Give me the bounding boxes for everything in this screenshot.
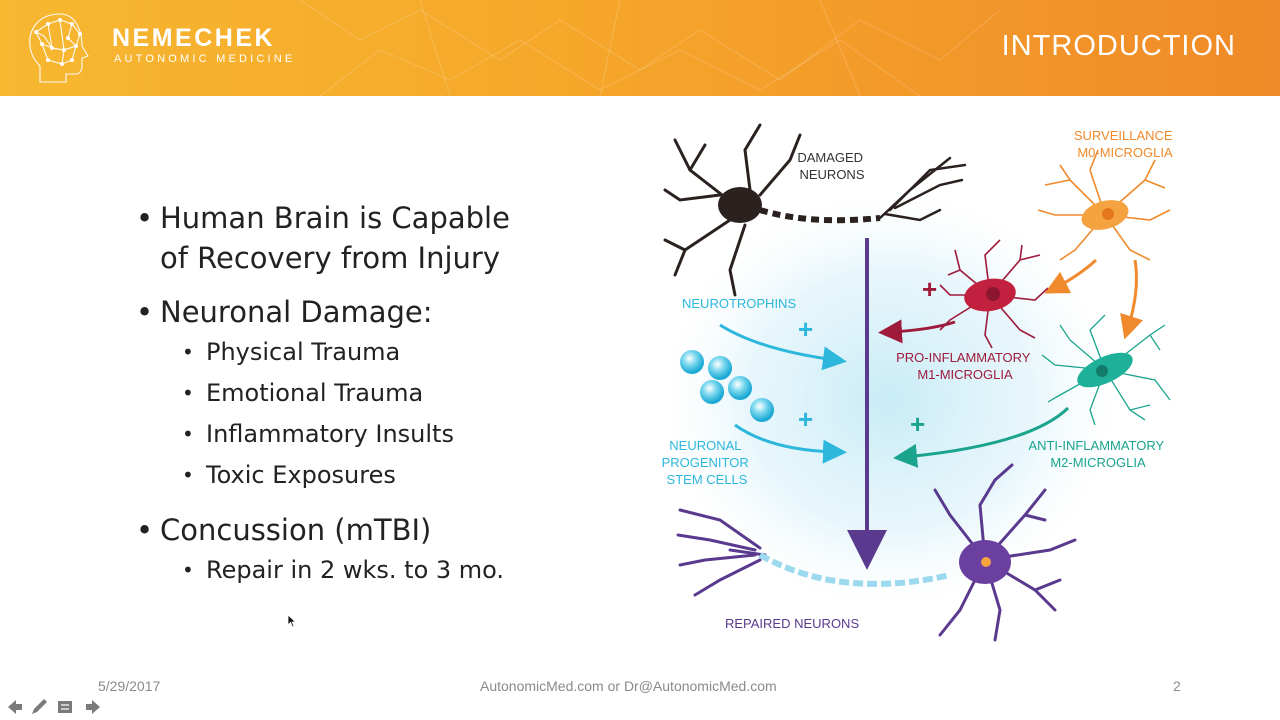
sub-bullet: • Repair in 2 wks. to 3 mo. [136, 550, 606, 591]
plus-m1: + [922, 274, 938, 304]
next-icon[interactable] [86, 700, 100, 714]
sub-bullet: • Physical Trauma [136, 332, 606, 373]
sub-bullet: • Toxic Exposures [136, 455, 606, 496]
bullet-brain-recovery [136, 198, 606, 278]
label-anti-inflammatory: ANTI-INFLAMMATORY M2-MICROGLIA [1028, 438, 1164, 470]
bullet-neuronal-damage: • Neuronal Damage: [136, 292, 606, 332]
label-neurotrophins: NEUROTROPHINS [682, 296, 797, 311]
bullet-text: of Recovery from Injury [160, 241, 501, 275]
background-glow [650, 180, 1130, 620]
mouse-cursor-icon [287, 614, 297, 628]
label-stem-cells: NEURONAL PROGENITOR STEM CELLS [661, 438, 749, 487]
slide-number: 2 [1173, 678, 1181, 694]
menu-icon[interactable] [58, 701, 72, 713]
label-damaged-neurons: DAMAGED NEURONS [797, 150, 865, 182]
header-banner [0, 0, 1280, 96]
slideshow-controls [6, 698, 106, 716]
label-surveillance-microglia: SURVEILLANCE M0-MICROGLIA [1073, 128, 1173, 160]
sub-bullet: • Emotional Trauma [136, 373, 606, 414]
plus-stem-cells: + [798, 404, 814, 434]
plus-neurotrophins: + [798, 314, 814, 344]
slide-title: INTRODUCTION [1001, 30, 1236, 62]
label-pro-inflammatory: PRO-INFLAMMATORY M1-MICROGLIA [896, 350, 1031, 382]
pen-icon[interactable] [32, 699, 47, 714]
logo-tagline: AUTONOMIC MEDICINE [114, 53, 296, 65]
logo-name: NEMECHEK [112, 24, 276, 52]
label-repaired-neurons: REPAIRED NEURONS [725, 616, 860, 631]
arrow-to-m2 [1128, 260, 1136, 328]
bullet-list [136, 198, 606, 591]
plus-m2: + [910, 409, 926, 439]
neuron-repair-diagram [650, 110, 1190, 650]
footer-date: 5/29/2017 [98, 678, 161, 694]
footer-contact: AutonomicMed.com or Dr@AutonomicMed.com [480, 678, 777, 694]
sub-bullet: • Inflammatory Insults [136, 414, 606, 455]
bullet-concussion: • Concussion (mTBI) [136, 510, 606, 550]
brain-network-icon [22, 10, 100, 86]
previous-icon[interactable] [8, 700, 22, 714]
bullet-text: Human Brain is Capable [160, 201, 510, 235]
